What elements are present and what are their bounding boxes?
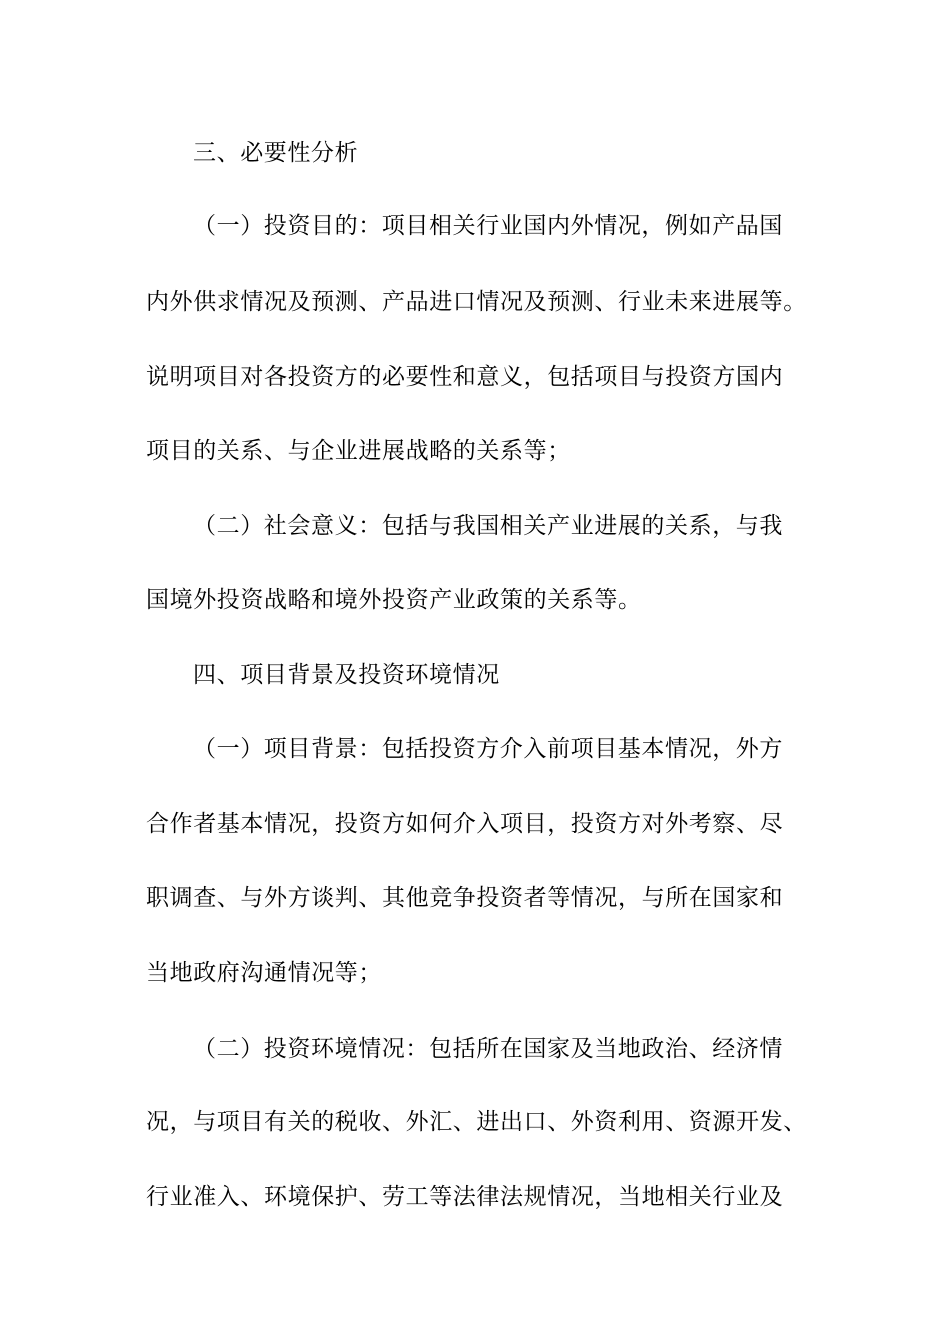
paragraph-line: 合作者基本情况，投资方如何介入项目，投资方对外考察、尽	[146, 811, 784, 837]
paragraph-line: （二）社会意义：包括与我国相关产业进展的关系，与我	[193, 513, 783, 539]
paragraph-line: 当地政府沟通情况等；	[146, 960, 382, 986]
paragraph-line: 内外供求情况及预测、产品进口情况及预测、行业未来进展等。	[146, 289, 807, 315]
paragraph-line: 国境外投资战略和境外投资产业政策的关系等。	[146, 587, 642, 613]
section-heading: 四、项目背景及投资环境情况	[193, 662, 500, 688]
paragraph-line: （二）投资环境情况：包括所在国家及当地政治、经济情	[193, 1036, 783, 1062]
paragraph-line: 行业准入、环境保护、劳工等法律法规情况，当地相关行业及	[146, 1184, 784, 1210]
section-heading: 三、必要性分析	[193, 140, 359, 166]
paragraph-line: 说明项目对各投资方的必要性和意义，包括项目与投资方国内	[146, 364, 784, 390]
paragraph-line: （一）投资目的：项目相关行业国内外情况，例如产品国	[193, 213, 783, 239]
paragraph-line: 项目的关系、与企业进展战略的关系等；	[146, 438, 571, 464]
paragraph-line: （一）项目背景：包括投资方介入前项目基本情况，外方	[193, 736, 783, 762]
paragraph-line: 况，与项目有关的税收、外汇、进出口、外资利用、资源开发、	[146, 1109, 807, 1135]
paragraph-line: 职调查、与外方谈判、其他竞争投资者等情况，与所在国家和	[146, 885, 784, 911]
